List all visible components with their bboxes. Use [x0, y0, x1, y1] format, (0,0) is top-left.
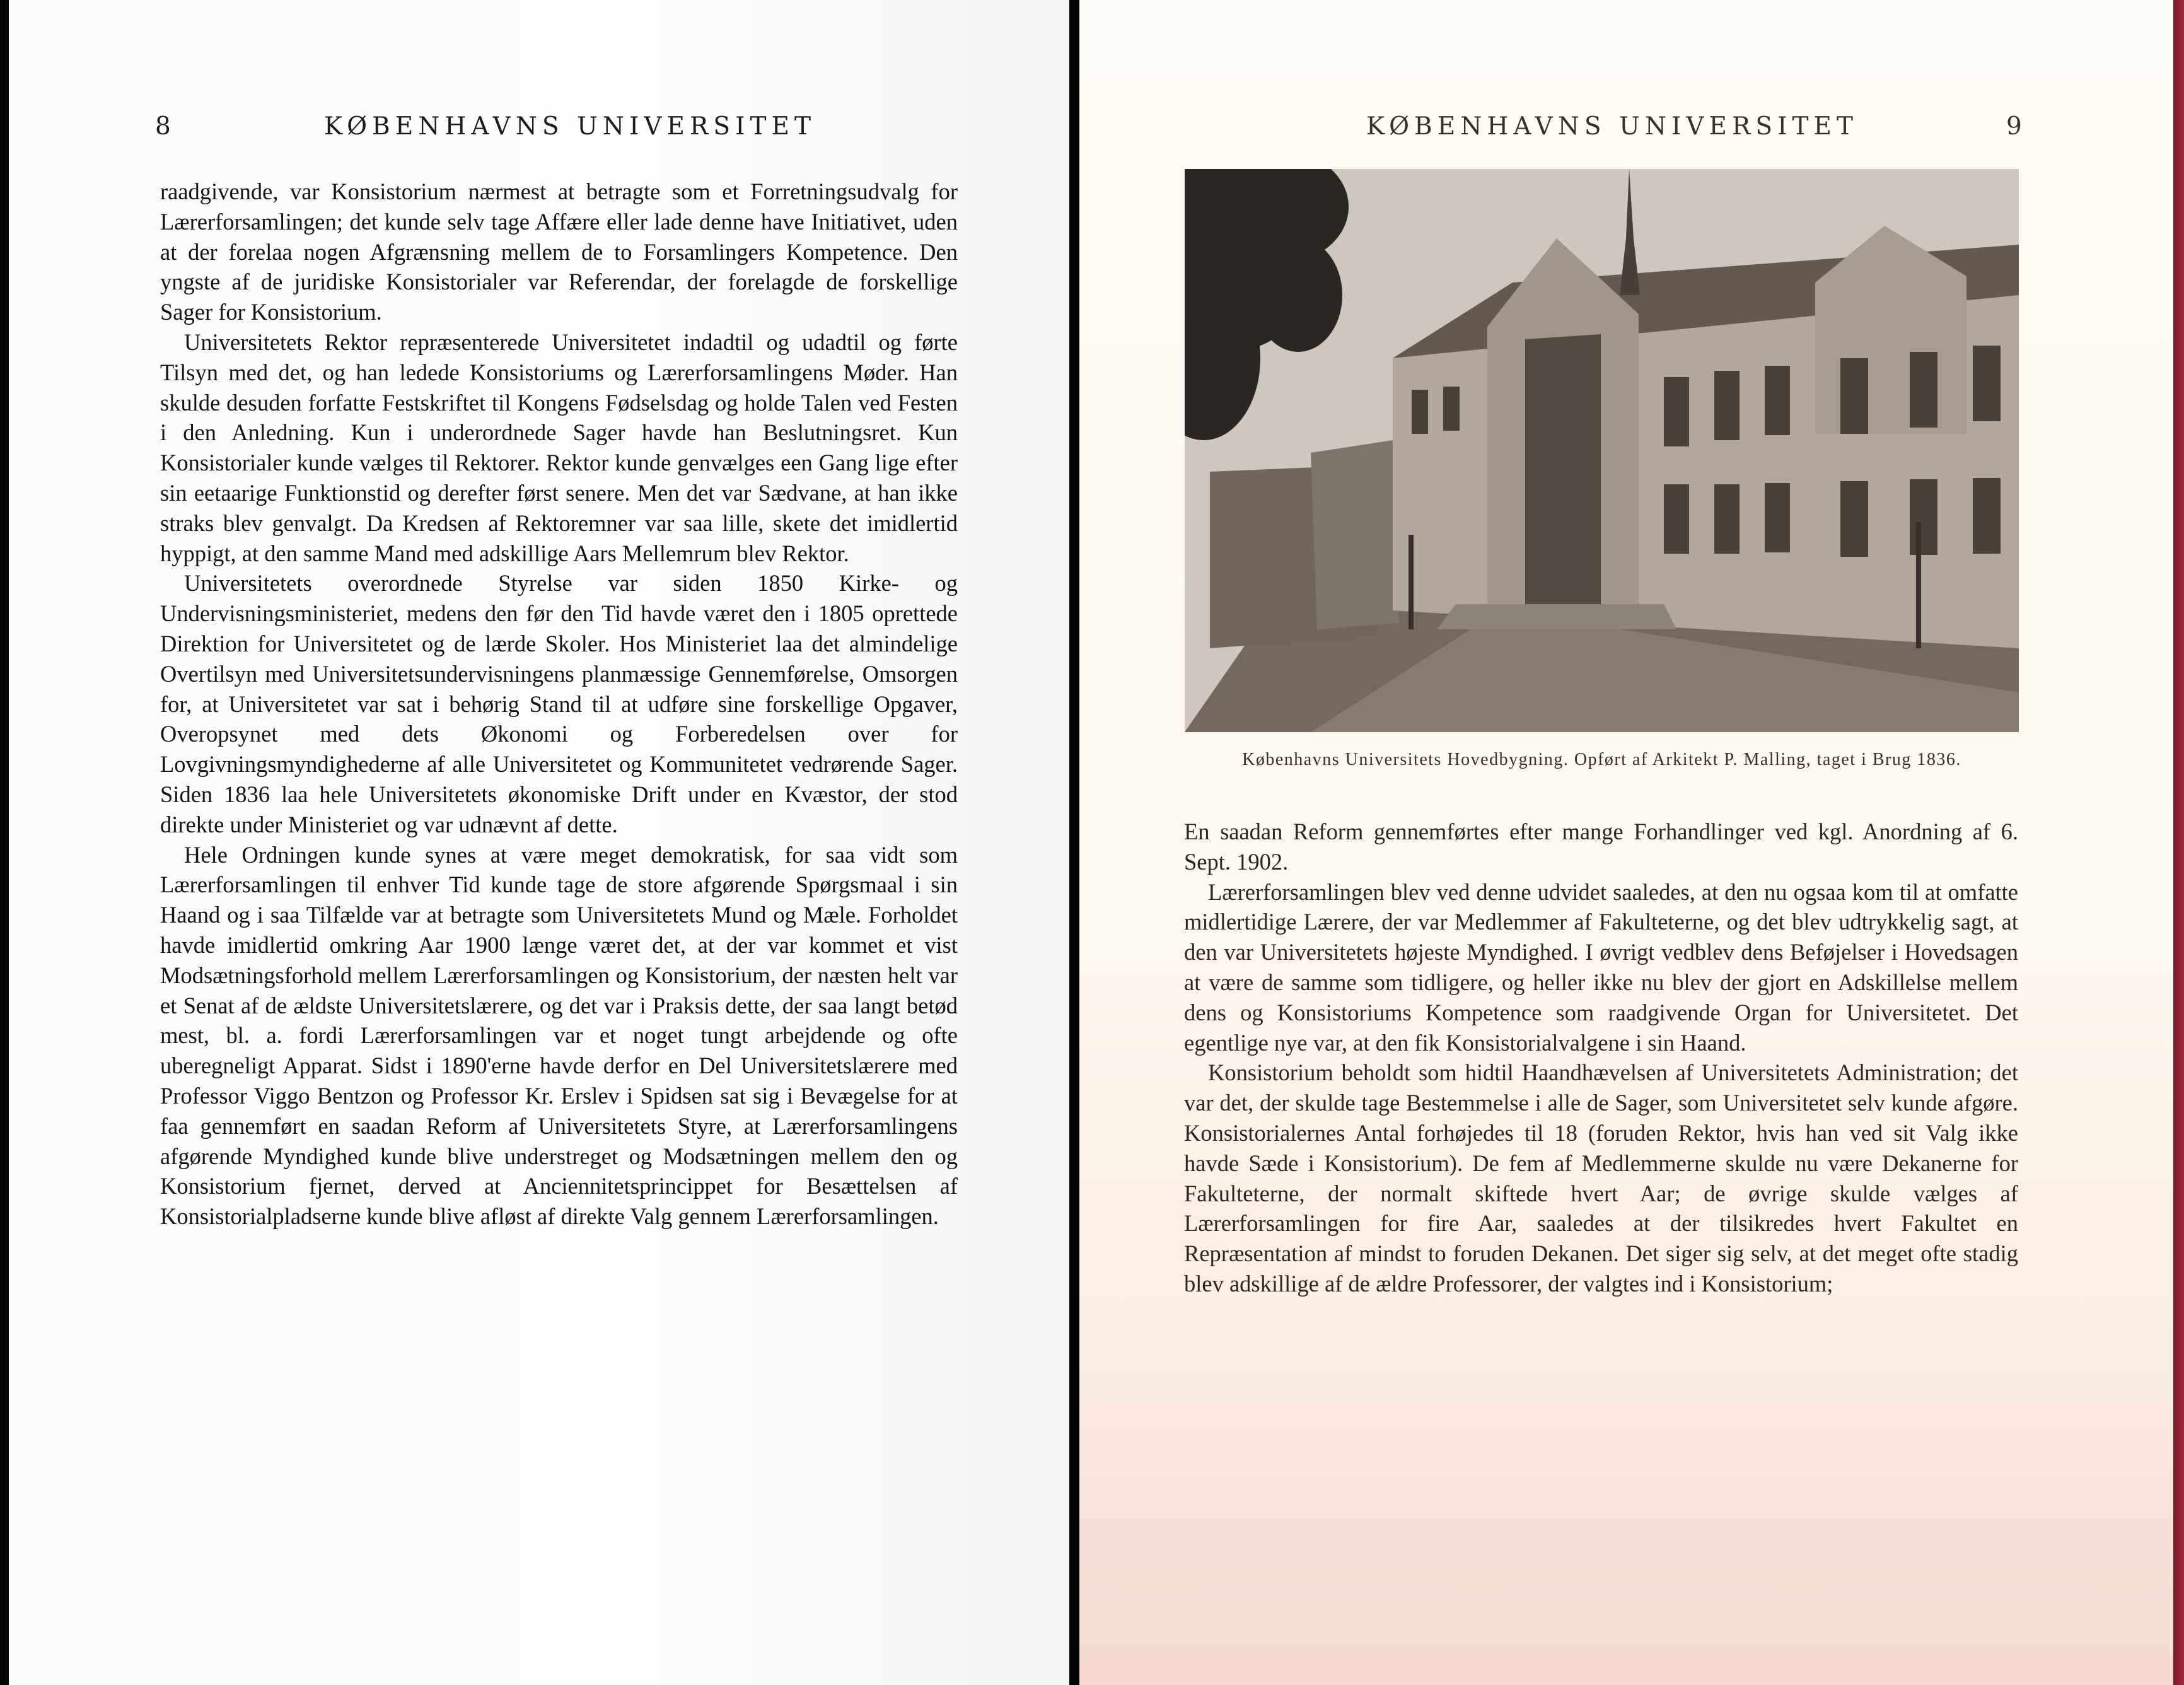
page-number: 8: [155, 112, 176, 141]
paragraph: Lærerforsamlingen blev ved denne udvidet saaledes, at den nu ogsaa kom til at omfatte midlertidige Lærere, der var Medlemmer af Fakulteterne, og det blev udtrykkelig sagt, at den var Universitetets højeste Myndighed. I øvrigt vedblev dens Beføjelser i Hovedsagen at være de samme som tidligere, og heller ikke nu blev der gjort en Adskillelse mellem dens og Konsistoriums Kompetence som raadgivende Organ for Universitetet. Det egentlige nye var, at den fik Konsistorialvalgene i sin Haand.: [1184, 878, 2018, 1056]
photo-caption: Københavns Universitets Hovedbygning. Opført af Arkitekt P. Malling, taget i Brug 1836.: [1242, 750, 1961, 769]
body-text: [1184, 817, 2018, 1299]
running-head: KØBENHAVNS UNIVERSITET: [324, 112, 816, 141]
university-building-photo: [1185, 169, 2019, 732]
page-number: 9: [2006, 112, 2027, 141]
book-edge: [2173, 0, 2184, 1685]
paragraph: Universitetets overordnede Styrelse var siden 1850 Kirke- og Undervisningsministeriet, medens den før den Tid havde været den i 1805 oprettede Direktion for Universitetet og de lærde Skoler. Hos Ministeriet laa det almindelige Overtilsyn med Universitetsundervisningens planmæssige Gennemførelse, Omsorgen for, at Universitetet var sat i behørig Stand til at udføre sine forskellige Opgaver, Overopsynet med dets Økonomi og Forberedelsen over for Lovgivningsmyndighederne af alle Universitetet og Kommunitetet vedrørende Sager. Siden 1836 laa hele Universitetets økonomiske Drift under en Kvæstor, der stod direkte under Ministeriet og var udnævnt af dette.: [160, 570, 958, 837]
building-illustration: [1185, 169, 2019, 732]
running-head: KØBENHAVNS UNIVERSITET: [1366, 112, 1858, 141]
body-text: [160, 177, 958, 1232]
paragraph: Konsistorium beholdt som hidtil Haandhævelsen af Universitetets Administration; det var det, der skulde tage Bestemmelse i alle de Sager, som Universitetet selv kunde afgøre. Konsistorialernes Antal forhøjedes til 18 (foruden Rektor, hvis han ved sit Valg ikke havde Sæde i Konsistorium). De fem af Medlemmerne skulde nu være Dekanerne for Fakulteterne, der normalt skiftede hvert Aar; de øvrige skulde vælges af Lærerforsamlingen for fire Aar, saaledes at der tilsikredes hvert Fakultet en Repræsentation af mindst to foruden Dekanen. Det siger sig selv, at det meget ofte stadig blev adskillige af de ældre Professorer, der valgtes ind i Konsistorium;: [1184, 1059, 2018, 1297]
right-page: [1079, 0, 2173, 1685]
paragraph: Hele Ordningen kunde synes at være meget demokratisk, for saa vidt som Lærerforsamlingen til enhver Tid kunde tage de store afgørende Spørgsmaal i sin Haand og i saa Tilfælde var at betragte som Universitetets Mund og Mæle. Forholdet havde imidlertid omkring Aar 1900 længe været det, at der var kommet et vist Modsætningsforhold mellem Lærerforsamlingen og Konsistorium, der næsten helt var et Senat af de ældste Universitetslærere, og det var i Praksis dette, der saa langt betød mest, bl. a. fordi Lærerforsamlingen var et noget tungt arbejdende og ofte uberegneligt Apparat. Sidst i 1890'erne havde derfor en Del Universitetslærere med Professor Viggo Bentzon og Professor Kr. Erslev i Spidsen sat sig i Bevægelse for at faa gennemført en saadan Reform af Universitetets Styre, at Lærerforsamlingens afgørende Myndighed kunde blive understreget og Modsætningen mellem den og Konsistorium fjernet, derved at Anciennitetsprincippet for Besættelsen af Konsistorialpladserne kunde blive afløst af direkte Valg gennem Lærerforsamlingen.: [160, 841, 958, 1230]
left-page: [9, 0, 1069, 1685]
paragraph: raadgivende, var Konsistorium nærmest at betragte som et Forretningsudvalg for Lærerforsamlingen; det kunde selv tage Affære eller lade denne have Initiativet, uden at der forelaa nogen Afgrænsning mellem de to Forsamlingers Kompetence. Den yngste af de juridiske Konsistorialer var Referendar, der forelagde de forskellige Sager for Konsistorium.: [160, 178, 958, 325]
paragraph: Universitetets Rektor repræsenterede Universitetet indadtil og udadtil og førte Tilsyn med det, og han ledede Konsistoriums og Lærerforsamlingens Møder. Han skulde desuden forfatte Festskriftet til Kongens Fødselsdag og holde Talen ved Festen i den Anledning. Kun i underordnede Sager havde han Beslutningsret. Kun Konsistorialer kunde vælges til Rektorer. Rektor kunde genvælges een Gang lige efter sin eetaarige Funktionstid og derefter først senere. Men det var Sædvane, at han ikke straks blev genvalgt. Da Kredsen af Rektoremner var saa lille, skete det imidlertid hyppigt, at den samme Mand med adskillige Aars Mellemrum blev Rektor.: [160, 329, 958, 566]
paragraph: En saadan Reform gennemførtes efter mange Forhandlinger ved kgl. Anordning af 6. Sept. 1902.: [1184, 819, 2018, 875]
